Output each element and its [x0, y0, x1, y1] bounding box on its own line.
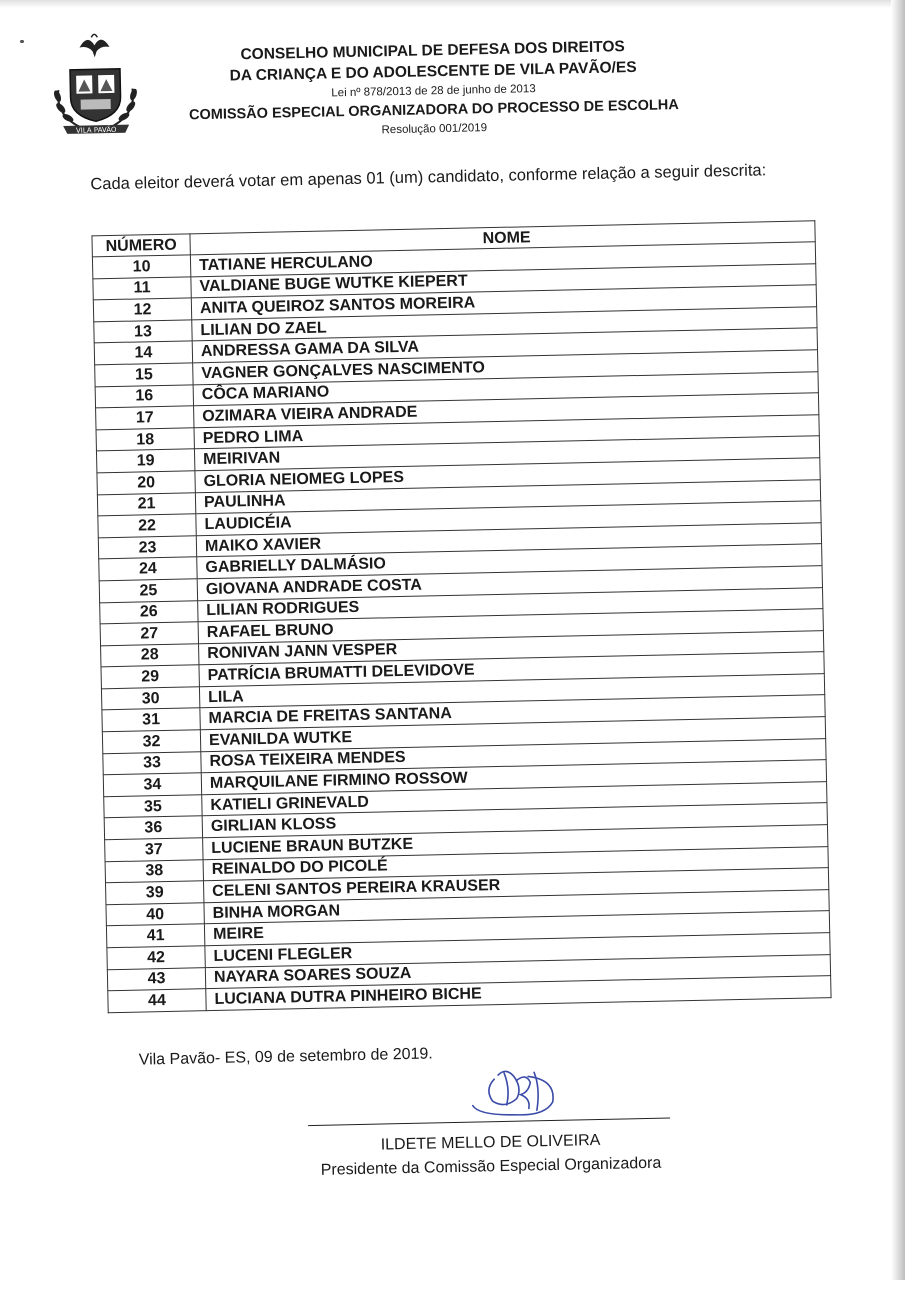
candidate-name: MARCIA DE FREITAS SANTANA [200, 695, 825, 730]
candidate-number: 19 [96, 449, 194, 473]
candidate-number: 32 [102, 730, 200, 754]
candidate-number: 39 [106, 881, 204, 905]
column-header-name: NOME [190, 221, 815, 255]
candidate-name: CELENI SANTOS PEREIRA KRAUSER [203, 868, 828, 903]
candidate-number: 34 [103, 773, 201, 797]
candidate-number: 13 [94, 320, 192, 344]
candidate-number: 21 [97, 492, 195, 516]
candidate-number: 36 [104, 816, 202, 840]
column-header-number: NÚMERO [92, 234, 190, 257]
candidate-number: 15 [95, 363, 193, 387]
candidate-name: NAYARA SOARES SOUZA [205, 954, 830, 989]
signer-block [290, 1127, 691, 1183]
candidate-name: VALDIANE BUGE WUTKE KIEPERT [191, 263, 816, 298]
candidate-number: 35 [104, 795, 202, 819]
candidate-number: 11 [93, 276, 191, 300]
svg-text:VILA PAVÃO: VILA PAVÃO [75, 125, 117, 135]
candidates-table [91, 220, 831, 1013]
candidate-name: LUCENI FLEGLER [205, 933, 830, 968]
candidate-number: 33 [103, 751, 201, 775]
law-reference: Lei nº 878/2013 de 28 de junho de 2013 [331, 83, 536, 100]
candidate-name: GLORIA NEIOMEG LOPES [195, 458, 820, 493]
candidate-number: 27 [100, 622, 198, 646]
candidate-name: CÔCA MARIANO [193, 371, 818, 406]
commission-name: COMISSÃO ESPECIAL ORGANIZADORA DO PROCESSO DE ESCOLHA [188, 97, 679, 124]
candidate-name: LILIAN RODRIGUES [198, 587, 823, 622]
candidate-number: 42 [107, 946, 205, 970]
candidate-number: 28 [101, 643, 199, 667]
candidate-number: 18 [96, 428, 194, 452]
candidate-number: 17 [96, 406, 194, 430]
candidate-name: VAGNER GONÇALVES NASCIMENTO [193, 350, 818, 385]
candidate-number: 38 [105, 859, 203, 883]
candidate-name: ANDRESSA GAMA DA SILVA [192, 328, 817, 363]
candidate-name: LUCIANA DUTRA PINHEIRO BICHE [206, 976, 831, 1011]
candidate-number: 23 [98, 536, 196, 560]
candidate-name: RAFAEL BRUNO [198, 609, 823, 644]
candidate-name: PAULINHA [195, 479, 820, 514]
document-header [172, 35, 694, 145]
place-and-date: Vila Pavão- ES, 09 de setembro de 2019. [138, 1045, 433, 1069]
candidate-name: MEIRIVAN [194, 436, 819, 471]
candidate-name: GABRIELLY DALMÁSIO [197, 544, 822, 579]
candidate-number: 43 [107, 967, 205, 991]
candidate-name: EVANILDA WUTKE [200, 717, 825, 752]
candidate-name: RONIVAN JANN VESPER [199, 630, 824, 665]
candidate-number: 10 [92, 255, 190, 279]
candidate-number: 31 [102, 708, 200, 732]
municipal-seal-icon [39, 28, 151, 140]
candidate-name: LILIAN DO ZAEL [192, 307, 817, 342]
candidate-number: 37 [105, 838, 203, 862]
candidate-name: PEDRO LIMA [194, 414, 819, 449]
candidate-number: 24 [99, 557, 197, 581]
candidate-name: MAIKO XAVIER [196, 522, 821, 557]
candidate-number: 29 [101, 665, 199, 689]
candidate-number: 41 [106, 924, 204, 948]
council-name-line-2: DA CRIANÇA E DO ADOLESCENTE DE VILA PAVÃO/ES [229, 58, 637, 85]
candidate-name: REINALDO DO PICOLÉ [203, 846, 828, 881]
candidate-number: 22 [98, 514, 196, 538]
resolution-number: Resolução 001/2019 [381, 122, 488, 137]
candidate-number: 44 [108, 989, 206, 1013]
candidate-name: MEIRE [204, 911, 829, 946]
candidate-name: ROSA TEIXEIRA MENDES [201, 738, 826, 773]
candidate-number: 25 [99, 579, 197, 603]
candidate-number: 20 [97, 471, 195, 495]
candidate-name: TATIANE HERCULANO [190, 242, 815, 277]
candidate-name: GIOVANA ANDRADE COSTA [197, 566, 822, 601]
candidate-name: OZIMARA VIEIRA ANDRADE [194, 393, 819, 428]
candidate-number: 14 [94, 341, 192, 365]
candidate-name: ANITA QUEIROZ SANTOS MOREIRA [191, 285, 816, 320]
candidate-number: 26 [100, 600, 198, 624]
candidate-name: LILA [199, 674, 824, 709]
candidate-name: MARQUILANE FIRMINO ROSSOW [201, 760, 826, 795]
signer-name: ILDETE MELLO DE OLIVEIRA [380, 1131, 601, 1154]
candidate-name: BINHA MORGAN [204, 889, 829, 924]
candidate-number: 40 [106, 903, 204, 927]
candidate-name: GIRLIAN KLOSS [202, 803, 827, 838]
candidate-number: 16 [95, 384, 193, 408]
candidate-name: PATRÍCIA BRUMATTI DELEVIDOVE [199, 652, 824, 687]
candidate-number: 30 [101, 687, 199, 711]
candidate-name: LUCIENE BRAUN BUTZKE [203, 825, 828, 860]
candidate-name: LAUDICÉIA [196, 501, 821, 536]
candidate-name: KATIELI GRINEVALD [202, 781, 827, 816]
intro-paragraph: Cada eleitor deverá votar em apenas 01 (um) candidato, conforme relação a seguir descrita: [90, 161, 767, 194]
candidate-number: 12 [93, 298, 191, 322]
council-name-line-1: CONSELHO MUNICIPAL DE DEFESA DOS DIREITOS [240, 38, 625, 64]
signer-role: Presidente da Comissão Especial Organizadora [320, 1154, 662, 1179]
handwritten-signature-icon [464, 1057, 575, 1121]
